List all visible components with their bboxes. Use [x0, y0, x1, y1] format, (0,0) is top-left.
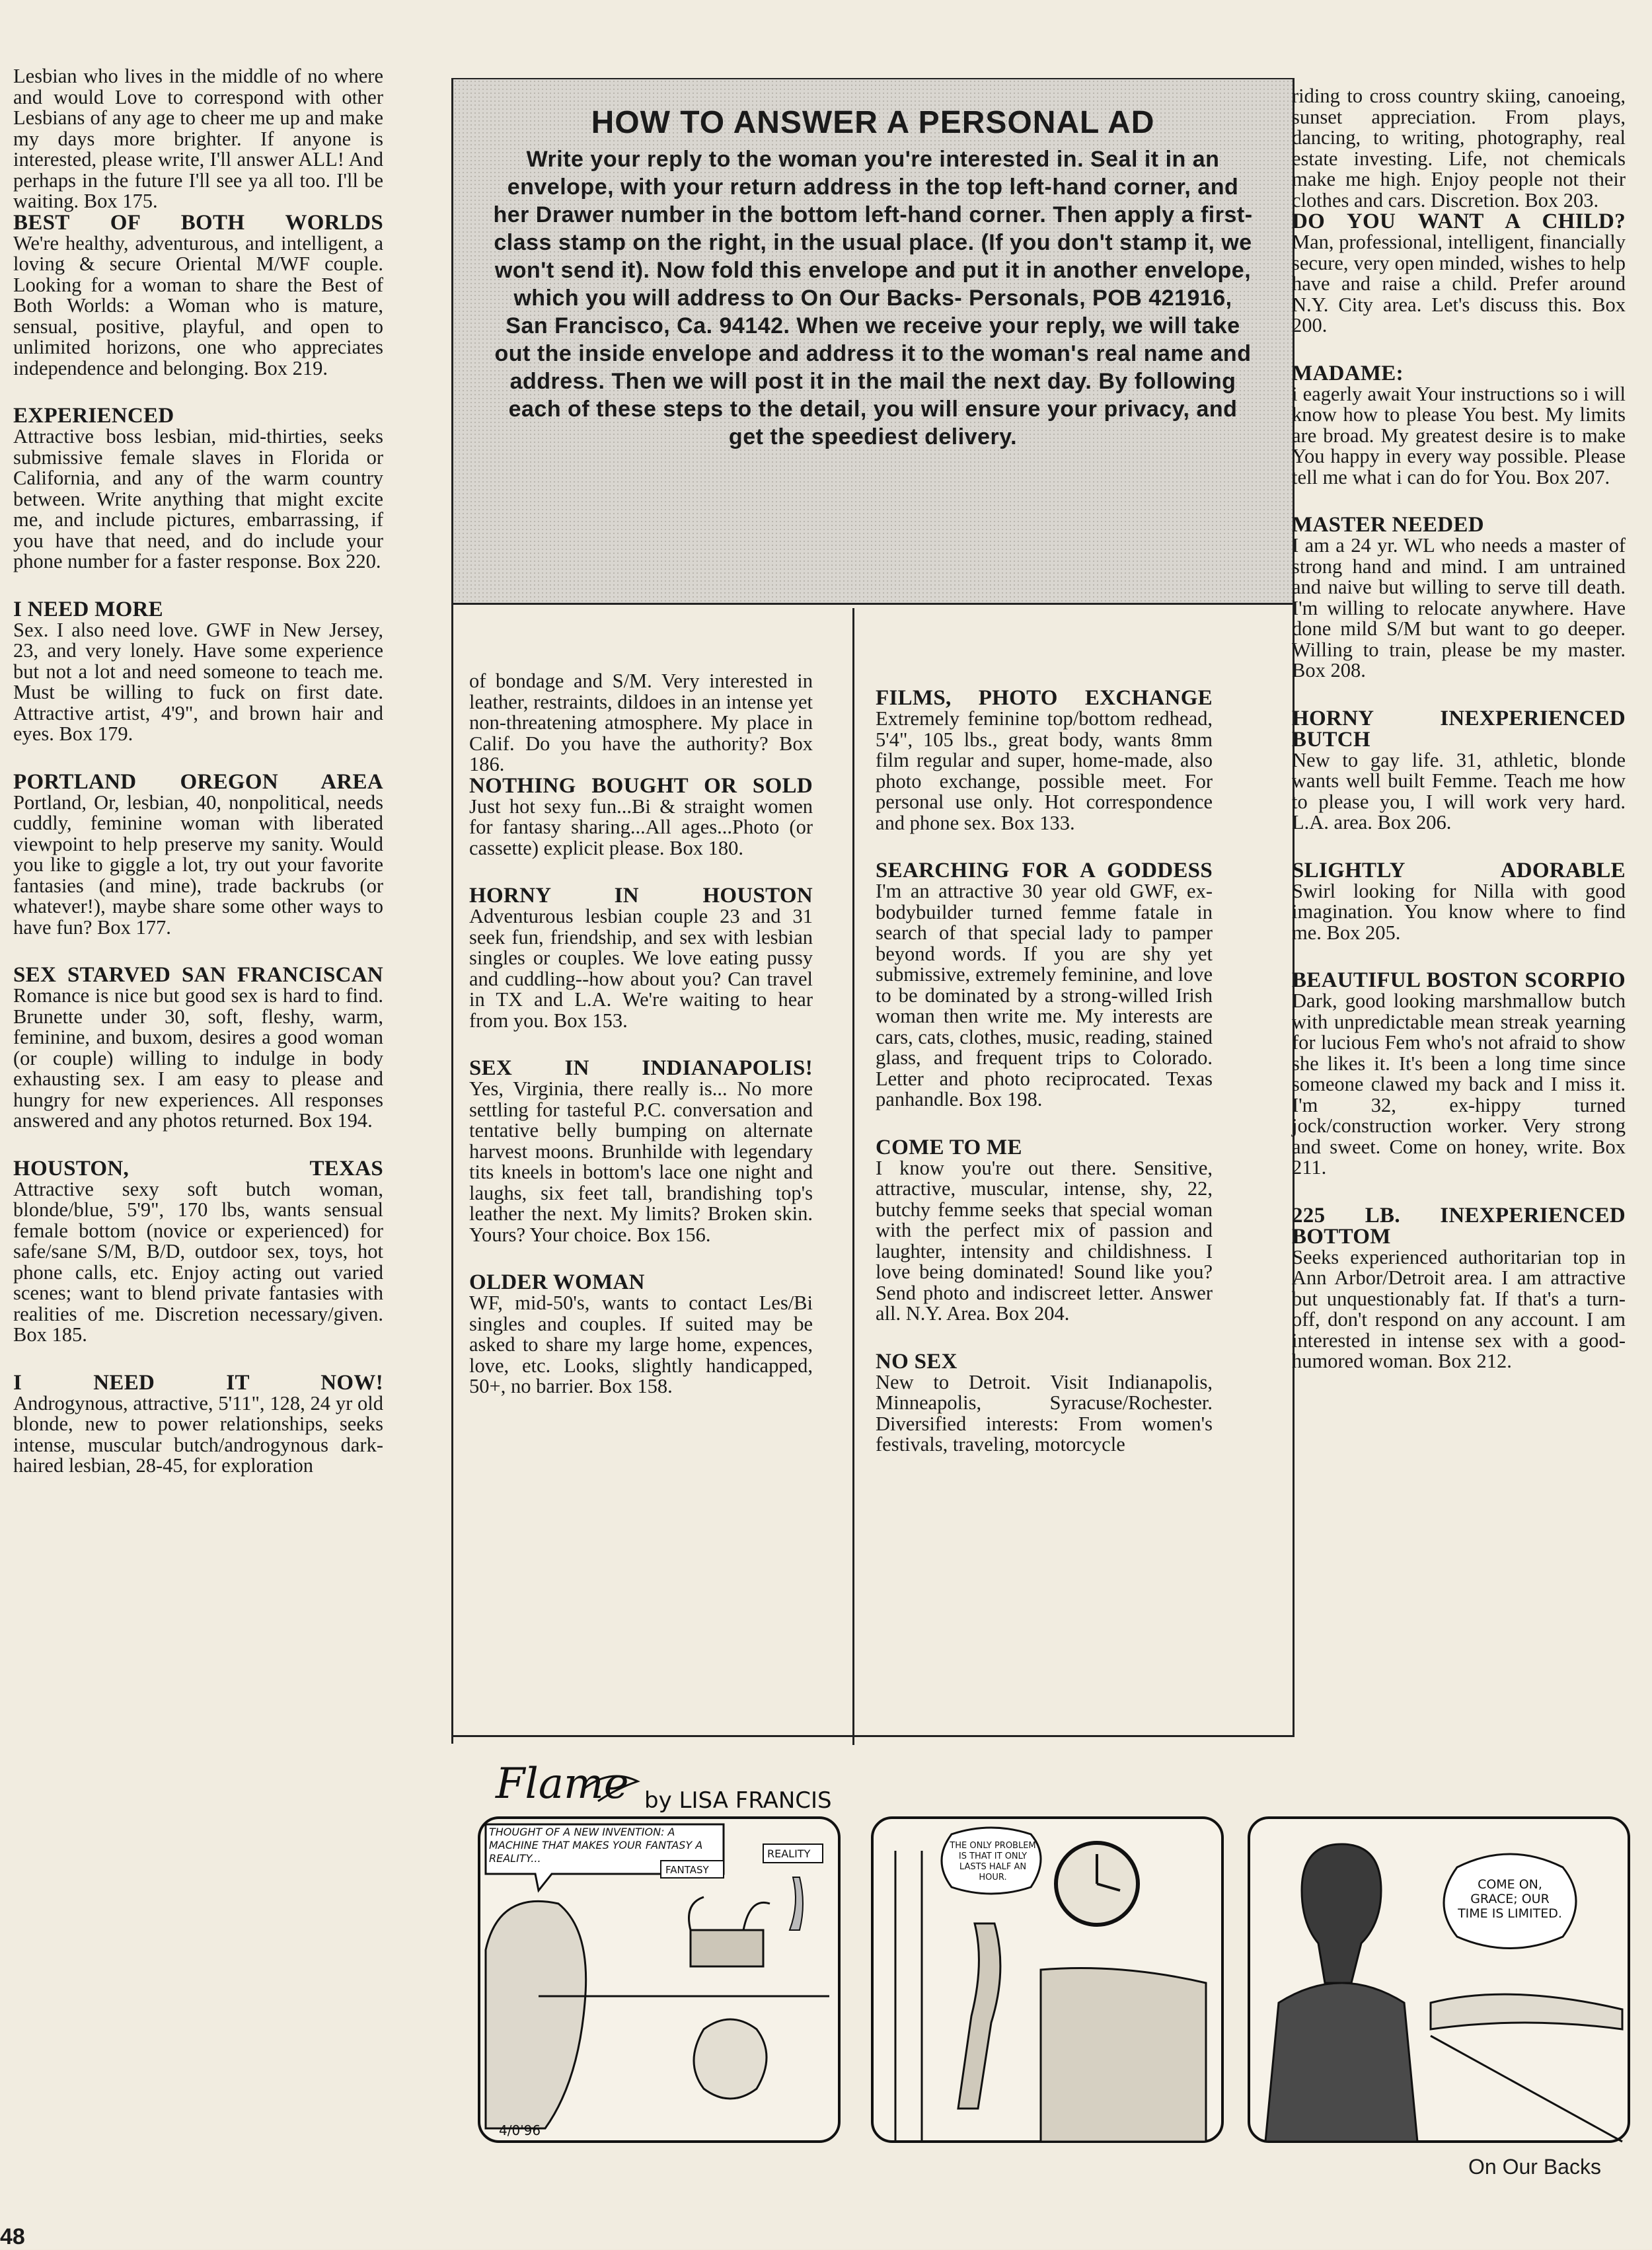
personal-ad [1292, 514, 1626, 681]
personal-ad-title: PORTLAND OREGON AREA [13, 769, 383, 794]
personal-ad-text: Man, professional, intelligent, financially secure, very open minded, wishes to help have and raise a child. Prefer around N.Y. City area. Let's discuss this. Box 200. [1292, 231, 1626, 336]
panel-2-bubble-text: THE ONLY PROBLEM IS THAT IT ONLY LASTS HALF AN HOUR. [950, 1841, 1036, 1882]
personal-ad-text: We're healthy, adventurous, and intelligent, a loving & secure Oriental M/WF couple. Looking for a woman to share the Best of Both Worlds: a Woman who is mature, sensual, positive, playful, and open to unlimited horizons, one who appreciates independence and belonging. Box 219. [13, 231, 383, 379]
magazine-footer: On Our Backs [1468, 2155, 1601, 2179]
fantasy-label: FANTASY [665, 1864, 709, 1876]
personal-ad [13, 212, 383, 379]
personal-ad-title: SEX IN INDIANAPOLIS! [469, 1056, 813, 1080]
personal-ad [1292, 363, 1626, 488]
personal-ad [876, 860, 1213, 1110]
comic-title [495, 1760, 832, 1814]
personal-ad-title: OLDER WOMAN [469, 1270, 645, 1294]
personal-ad-title: 225 LB. INEXPERIENCED BOTTOM [1292, 1203, 1626, 1249]
personal-ad-text: Extremely feminine top/bottom redhead, 5'4", 105 lbs., great body, wants 8mm film regular and super, home-made, also photo exchange, possible meet. For personal use only. Hot correspondence and phone sex. Box 133. [876, 707, 1213, 834]
comic-title-text: Flame [496, 1760, 629, 1808]
column-4-ads [1292, 211, 1626, 1372]
personal-ad [13, 771, 383, 939]
sack-illustration [694, 2019, 767, 2099]
column-4 [1292, 86, 1626, 1399]
personal-ad-title: SLIGHTLY ADORABLE [1292, 858, 1626, 882]
personal-ad [876, 1351, 1213, 1455]
personal-ad-title: SEARCHING FOR A GODDESS [876, 859, 1213, 882]
personal-ad [13, 599, 383, 745]
personal-ad-text: Sex. I also need love. GWF in New Jersey, 23, and very lonely. Have some experience but not a lot and need someone to teach me. Must be willing to fuck on first date. Attractive artist, 4'9", and brown hair and eyes. Box 179. [13, 618, 383, 745]
reality-label: REALITY [767, 1847, 811, 1860]
column-2-ads [469, 775, 813, 1397]
personal-ad-title: MASTER NEEDED [1292, 513, 1484, 537]
personal-ad-title: HOUSTON, TEXAS [13, 1156, 383, 1181]
personal-ad-text: Adventurous lesbian couple 23 and 31 seek fun, friendship, and sex with lesbian singles or couples. We love eating pussy and cuddling--how about you? Can travel in TX and L.A. We're waiting to hear from you. Box 153. [469, 905, 813, 1032]
personal-ad-title: FILMS, PHOTO EXCHANGE [876, 686, 1213, 710]
personal-ad [13, 405, 383, 572]
personal-ad-text: Attractive sexy soft butch woman, blonde/blue, 5'9", 170 lbs, wants sensual female bottom (novice or experienced) for safe/sane S/M, B/D, outdoor sex, toys, hot phone calls, etc. Enjoy acting out varied scenes; want to blend private fantasies with realities of me. Discretion necessary/given. Box 185. [13, 1177, 383, 1346]
ad-continued-text: riding to cross country skiing, canoeing, sunset appreciation. From plays, dancing, to writing, photography, real estate investing. Life, not chemicals make me high. Enjoy people not their clothes and cars. Discretion. Box 203. [1292, 85, 1626, 212]
personal-ad-title: SEX STARVED SAN FRANCISCAN [13, 963, 383, 987]
how-to-answer-title: HOW TO ANSWER A PERSONAL AD [591, 105, 1155, 140]
personal-ad-text: i eagerly await Your instructions so i will know how to please You best. My limits are broad. My greatest desire is to make You happy in every way possible. Please tell me what i can do for You. Box 207. [1292, 382, 1626, 488]
comic-panel-3 [1249, 1818, 1629, 2142]
personal-ad [13, 964, 383, 1132]
portrait-shoulders-illustration [1265, 1983, 1417, 2142]
personal-ad-text: Romance is nice but good sex is hard to find. Brunette under 30, soft, fleshy, warm, feminine, and buxom, desires a good woman (or couple) willing to indulge in body exhausting sex. I am easy to please and hungry for new experiences. All responses answered and any photos returned. Box 194. [13, 984, 383, 1132]
personal-ad-text: I know you're out there. Sensitive, attractive, muscular, intense, shy, 22, butchy femme seeks that special woman with the perfect mix of passion and laughter, intensity and childishness. I love being dominated! Sound like you? Send photo and indiscreet letter. Answer all. N.Y. Area. Box 204. [876, 1156, 1213, 1325]
personal-ad-title: I NEED IT NOW! [13, 1370, 383, 1395]
personal-ad [876, 687, 1213, 834]
personal-ad-text: Dark, good looking marshmallow butch with unpredictable mean streak yearning for lucious Fem who's not afraid to show she likes it. It's been a long time since someone clawed my back and I miss it. I'm 32, ex-hippy turned jock/construction worker. Very strong and sweet. Come on honey, write. Box 211. [1292, 989, 1626, 1179]
personal-ad-text: Attractive boss lesbian, mid-thirties, seeks submissive female slaves in Florida or California, and any of the warm country between. Write anything that might excite me, and include pictures, embarrassing, if you have that need, and do include your phone number for a faster response. Box 220. [13, 425, 383, 572]
how-to-answer-box [453, 79, 1293, 605]
comic-strip [459, 1752, 1635, 2155]
personal-ad-text: Androgynous, attractive, 5'11", 128, 24 yr old blonde, new to power relationships, seeks intense, muscular butch/androgynous dark-haired lesbian, 28-45, for exploration [13, 1391, 383, 1477]
personal-ad [469, 885, 813, 1031]
personal-ad [469, 775, 813, 859]
personal-ad [469, 1058, 813, 1245]
personal-ad [469, 1272, 813, 1397]
personal-ad-title: I NEED MORE [13, 597, 163, 621]
personal-ad-text: Seeks experienced authoritarian top in Ann Arbor/Detroit area. I am attractive but unquestionably fat. If that's a turn-off, don't respond on any account. I am interested in intense sex with a good-humored woman. Box 212. [1292, 1245, 1626, 1372]
personal-ad [1292, 708, 1626, 834]
column-1-ads [13, 212, 383, 1477]
personal-ad-text: Yes, Virginia, there really is... No more settling for tasteful P.C. conversation and tentative belly bumping on alternate harvest moons. Brunhilde with legendary tits kneels in bottom's lace one night and laughs, six feet tall, brandishing top's leather the next. My limits? Broken skin. Yours? Your choice. Box 156. [469, 1077, 813, 1246]
personal-ad [13, 1372, 383, 1477]
personal-ad-title: HORNY INEXPERIENCED BUTCH [1292, 706, 1626, 752]
personal-ad [876, 1137, 1213, 1325]
ad-continued-text: of bondage and S/M. Very interested in leather, restraints, dildoes in an intense yet non-threatening atmosphere. My place in Calif. Do you have the authority? Box 186. [469, 670, 813, 775]
personal-ad-title: EXPERIENCED [13, 404, 174, 428]
column-3 [876, 687, 1213, 1482]
personal-ad-title: NOTHING BOUGHT OR SOLD [469, 773, 813, 798]
page-number: 48 [0, 2224, 25, 2249]
how-to-answer-body: Write your reply to the woman you're interested in. Seal it in an envelope, with your return address in the top left-hand corner, and her Drawer number in the bottom left-hand corner. Then apply a first-class stamp on the right, in the usual place. (If you don't stamp it, we won't send it). Now fold this envelope and put it in another envelope, which you will address to On Our Backs- Personals, POB 421916, San Francisco, Ca. 94142. When we receive your reply, we will take out the inside envelope and address it to the woman's real name and address. Then we will post it in the mail the next day. By following each of these steps to the detail, you will ensure your privacy, and get the speediest delivery. [493, 147, 1253, 449]
comic-panel-2 [872, 1818, 1222, 2142]
personal-ad-text: I am a 24 yr. WL who needs a master of strong hand and mind. I am untrained and naive but willing to serve till death. I'm willing to relocate anywhere. Have done mild S/M but want to go deeper. Willing to train, please be my master. Box 208. [1292, 534, 1626, 681]
personal-ad-title: DO YOU WANT A CHILD? [1292, 210, 1626, 233]
personal-ad [13, 1158, 383, 1346]
column-1 [13, 66, 383, 1503]
personal-ad-title: HORNY IN HOUSTON [469, 884, 813, 908]
panel-2-bubble-text-box [948, 1841, 1037, 1887]
panel-3-bubble-text: COME ON, GRACE; OUR TIME IS LIMITED. [1458, 1877, 1562, 1921]
personal-ad-text: New to Detroit. Visit Indianapolis, Minneapolis, Syracuse/Rochester. Diversified interests: From women's festivals, traveling, motorcycle [876, 1370, 1213, 1455]
personal-ad-title: COME TO ME [876, 1135, 1022, 1159]
personal-ad-text: WF, mid-50's, wants to contact Les/Bi singles and couples. If suited may be asked to share my large home, expences, love, etc. Looks, slightly handicapped, 50+, no barrier. Box 158. [469, 1292, 813, 1397]
panel-1-date: 4/0'96 [499, 2122, 541, 2138]
personal-ad [1292, 970, 1626, 1179]
personal-ad-title: MADAME: [1292, 361, 1404, 385]
curtain-illustration [1041, 1968, 1206, 2142]
comic-byline: by LISA FRANCIS [644, 1787, 832, 1814]
personal-ad-text: Portland, Or, lesbian, 40, nonpolitical, needs cuddly, feminine woman with liberated viewpoint to help preserve my sanity. Would you like to giggle a lot, try out your favorite fantasies (and mine), trade backrubs (or whatever!), maybe share some other ways to have fun? Box 177. [13, 791, 383, 939]
column-divider [852, 608, 854, 1745]
panel-3-bubble-text-box [1457, 1877, 1563, 1930]
comic-panel-1 [479, 1818, 839, 2142]
personal-ad-title: NO SEX [876, 1349, 957, 1374]
personal-ad-title: BEST OF BOTH WORLDS [13, 210, 383, 235]
personal-ad-title: BEAUTIFUL BOSTON SCORPIO [1292, 968, 1626, 992]
personal-ad-text: I'm an attractive 30 year old GWF, ex-bodybuilder turned femme fatale in search of that special lady to pamper beyond words. If you are shy yet submissive, extremely feminine, and love to be dominated by a strong-willed Irish woman then write me. My interests are cars, cats, clothes, music, reading, stained glass, and frequent trips to Colorado. Letter and photo reciprocated. Texas panhandle. Box 198. [876, 880, 1213, 1110]
panel-1-bubble-text: THOUGHT OF A NEW INVENTION: A MACHINE THAT MAKES YOUR FANTASY A REALITY... [489, 1826, 703, 1865]
fantasy-machine-illustration [691, 1930, 763, 1966]
personal-ad-text: Just hot sexy fun...Bi & straight women for fantasy sharing...All ages...Photo (or cassette) explicit please. Box 180. [469, 795, 813, 859]
personal-ad [1292, 860, 1626, 944]
ad-intro-text: Lesbian who lives in the middle of no where and would Love to correspond with other Lesbians of any age to cheer me up and make my days more brighter. If anyone is interested, please write, I'll answer ALL! And perhaps in the future I'll see ya all too. I'll be waiting. Box 175. [13, 65, 383, 212]
column-2 [469, 671, 813, 1424]
personal-ad [1292, 211, 1626, 336]
column-3-ads [876, 687, 1213, 1455]
personal-ad-text: Swirl looking for Nilla with good imagination. You know where to find me. Box 205. [1292, 879, 1626, 944]
personal-ad [1292, 1205, 1626, 1372]
personal-ad-text: New to gay life. 31, athletic, blonde wants well built Femme. Teach me how to please you, I will work very hard. L.A. area. Box 206. [1292, 748, 1626, 834]
